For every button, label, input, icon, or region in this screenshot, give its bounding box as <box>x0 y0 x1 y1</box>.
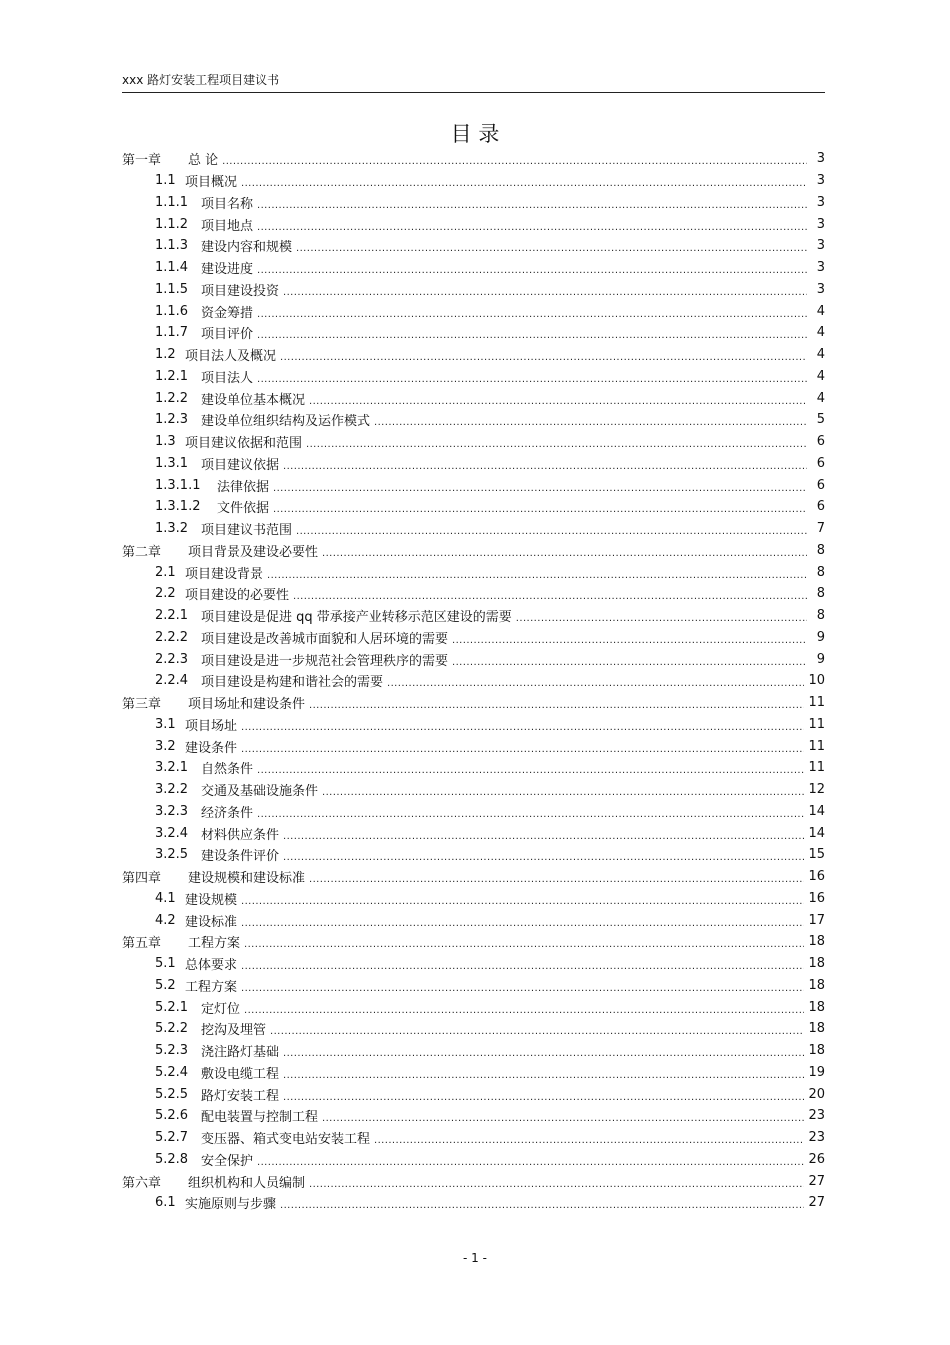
toc-entry-label: 变压器、箱式变电站安装工程 <box>201 1132 371 1148</box>
toc-entry[interactable] <box>122 213 825 235</box>
toc-leader-dots <box>241 914 804 927</box>
toc-entry-page: 19 <box>808 1064 825 1080</box>
toc-entry-page: 16 <box>808 890 825 906</box>
toc-entry-number: 1.2 <box>155 347 176 363</box>
toc-entry-page: 27 <box>808 1173 825 1189</box>
toc-entry-label: 安全保护 <box>201 1153 254 1169</box>
toc-entry-number: 5.1 <box>155 956 176 972</box>
toc-entry-page: 8 <box>816 586 825 602</box>
toc-entry-label: 项目法人 <box>201 370 254 386</box>
toc-entry-label: 工程方案 <box>188 936 241 952</box>
toc-entry-number: 第四章 <box>122 871 162 887</box>
toc-leader-dots <box>280 348 807 361</box>
toc-entry-number: 3.2.1 <box>155 760 189 776</box>
toc-leader-dots <box>283 1066 804 1079</box>
toc-entry-number: 3.2.5 <box>155 847 189 863</box>
toc-entry[interactable] <box>122 844 825 866</box>
toc-entry-page: 4 <box>816 347 825 363</box>
toc-entry[interactable] <box>122 170 825 192</box>
toc-entry[interactable] <box>122 909 825 931</box>
toc-entry-page: 6 <box>816 499 825 515</box>
toc-entry-page: 18 <box>808 934 825 950</box>
toc-entry-label: 项目建设背景 <box>185 566 264 582</box>
toc-entry-page: 9 <box>816 629 825 645</box>
toc-entry[interactable] <box>122 670 825 692</box>
toc-entry-number: 1.2.2 <box>155 390 189 406</box>
toc-entry-label: 项目建设是构建和谐社会的需要 <box>201 675 384 691</box>
toc-entry-label: 项目建议书范围 <box>201 523 293 539</box>
toc-entry-page: 20 <box>808 1086 825 1102</box>
toc-entry[interactable] <box>122 257 825 279</box>
toc-leader-dots <box>257 305 807 318</box>
toc-leader-dots <box>309 870 804 883</box>
toc-entry-number: 2.2 <box>155 586 176 602</box>
toc-leader-dots <box>374 1131 804 1144</box>
toc-entry-number: 1.3.2 <box>155 521 189 537</box>
toc-entry-page: 14 <box>808 803 825 819</box>
toc-entry[interactable] <box>122 561 825 583</box>
toc-entry-page: 5 <box>816 412 825 428</box>
toc-entry-number: 5.2.5 <box>155 1086 189 1102</box>
toc-entry-label: 项目法人及概况 <box>185 349 277 365</box>
toc-entry-number: 5.2.1 <box>155 999 189 1015</box>
toc-entry-number: 1.1.4 <box>155 260 189 276</box>
toc-leader-dots <box>280 1196 804 1209</box>
toc-entry-label: 建设规模 <box>185 892 238 908</box>
toc-leader-dots <box>283 283 807 296</box>
toc-leader-dots <box>387 674 804 687</box>
toc-entry-number: 5.2 <box>155 977 176 993</box>
toc-entry-number: 1.1.3 <box>155 238 189 254</box>
toc-entry-page: 3 <box>816 194 825 210</box>
toc-entry[interactable] <box>122 1192 825 1214</box>
toc-entry[interactable] <box>122 1127 825 1149</box>
toc-entry-page: 10 <box>808 673 825 689</box>
toc-leader-dots <box>309 1175 804 1188</box>
toc-entry-label: 项目地点 <box>201 218 254 234</box>
toc-entry-label: 建设标准 <box>185 914 238 930</box>
toc-entry[interactable] <box>122 648 825 670</box>
toc-entry-page: 6 <box>816 434 825 450</box>
toc-entry-label: 自然条件 <box>201 762 254 778</box>
toc-entry-page: 6 <box>816 455 825 471</box>
toc-entry-number: 1.1.5 <box>155 281 189 297</box>
toc-entry-label: 项目建议依据 <box>201 457 280 473</box>
toc-entry[interactable] <box>122 453 825 475</box>
toc-leader-dots <box>257 261 807 274</box>
toc-entry-number: 1.3.1.1 <box>155 477 201 493</box>
toc-entry[interactable] <box>122 605 825 627</box>
toc-leader-dots <box>374 413 807 426</box>
toc-entry[interactable] <box>122 714 825 736</box>
toc-entry-label: 经济条件 <box>201 805 254 821</box>
toc-entry-page: 11 <box>808 716 825 732</box>
toc-leader-dots <box>283 1044 804 1057</box>
toc-leader-dots <box>322 544 807 557</box>
toc-entry-page: 18 <box>808 956 825 972</box>
toc-entry[interactable] <box>122 1149 825 1171</box>
toc-entry-page: 4 <box>816 390 825 406</box>
toc-entry-label: 配电装置与控制工程 <box>201 1110 319 1126</box>
toc-entry-page: 17 <box>808 912 825 928</box>
toc-leader-dots <box>516 609 807 622</box>
toc-leader-dots <box>257 1153 804 1166</box>
toc-entry[interactable] <box>122 1170 825 1192</box>
toc-entry[interactable] <box>122 366 825 388</box>
toc-entry-page: 18 <box>808 999 825 1015</box>
toc-leader-dots <box>241 979 804 992</box>
toc-entry-number: 5.2.8 <box>155 1151 189 1167</box>
toc-entry-label: 浇注路灯基础 <box>201 1045 280 1061</box>
toc-leader-dots <box>293 587 807 600</box>
toc-entry-number: 1.3.1.2 <box>155 499 201 515</box>
toc-entry[interactable] <box>122 496 825 518</box>
toc-entry-label: 建设进度 <box>201 262 254 278</box>
toc-entry-page: 4 <box>816 325 825 341</box>
toc-entry[interactable] <box>122 300 825 322</box>
toc-entry[interactable] <box>122 583 825 605</box>
toc-entry[interactable] <box>122 540 825 562</box>
toc-leader-dots <box>267 566 807 579</box>
toc-entry-page: 4 <box>816 303 825 319</box>
toc-entry-number: 2.2.2 <box>155 629 189 645</box>
toc-leader-dots <box>244 935 804 948</box>
toc-leader-dots <box>241 174 807 187</box>
toc-leader-dots <box>257 196 807 209</box>
toc-leader-dots <box>257 218 807 231</box>
toc-entry[interactable] <box>122 801 825 823</box>
toc-leader-dots <box>322 1109 804 1122</box>
toc-entry-page: 7 <box>816 521 825 537</box>
toc-entry-page: 15 <box>808 847 825 863</box>
toc-entry-label: 文件依据 <box>217 501 270 517</box>
toc-entry-number: 第六章 <box>122 1175 162 1191</box>
toc-entry[interactable] <box>122 235 825 257</box>
toc-leader-dots <box>241 740 804 753</box>
toc-entry-number: 5.2.3 <box>155 1043 189 1059</box>
toc-entry[interactable] <box>122 779 825 801</box>
toc-entry-label: 项目背景及建设必要性 <box>188 544 319 560</box>
toc-entry[interactable] <box>122 757 825 779</box>
toc-entry-label: 项目概况 <box>185 175 238 191</box>
toc-entry[interactable] <box>122 735 825 757</box>
toc-entry[interactable] <box>122 431 825 453</box>
toc-entry-number: 3.2.2 <box>155 782 189 798</box>
toc-entry-label: 建设内容和规模 <box>201 240 293 256</box>
toc-entry-page: 9 <box>816 651 825 667</box>
toc-entry-page: 14 <box>808 825 825 841</box>
toc-entry-page: 27 <box>808 1195 825 1211</box>
toc-leader-dots <box>244 1001 804 1014</box>
toc-entry[interactable] <box>122 953 825 975</box>
toc-leader-dots <box>241 718 804 731</box>
toc-entry-number: 1.3.1 <box>155 455 189 471</box>
toc-entry-label: 建设单位组织结构及运作模式 <box>201 414 371 430</box>
toc-entry-page: 8 <box>816 542 825 558</box>
toc-entry-page: 6 <box>816 477 825 493</box>
toc-entry-number: 5.2.6 <box>155 1108 189 1124</box>
toc-entry-page: 11 <box>808 695 825 711</box>
toc-entry[interactable] <box>122 627 825 649</box>
page-number: - 1 - <box>463 1251 487 1265</box>
toc-entry-label: 总体要求 <box>185 958 238 974</box>
toc-leader-dots <box>257 370 807 383</box>
toc-entry-page: 3 <box>816 260 825 276</box>
toc-entry[interactable] <box>122 975 825 997</box>
toc-entry-page: 18 <box>808 1021 825 1037</box>
toc-leader-dots <box>322 783 804 796</box>
toc-entry[interactable] <box>122 409 825 431</box>
toc-entry-number: 3.1 <box>155 716 176 732</box>
toc-entry-label: 敷设电缆工程 <box>201 1066 280 1082</box>
toc-leader-dots <box>309 392 807 405</box>
toc-entry-label: 建设规模和建设标准 <box>188 871 306 887</box>
toc-entry-number: 1.2.1 <box>155 368 189 384</box>
toc-entry-label: 建设条件 <box>185 740 238 756</box>
toc-entry-label: 交通及基础设施条件 <box>201 784 319 800</box>
toc-leader-dots <box>241 892 804 905</box>
toc-entry-page: 11 <box>808 738 825 754</box>
toc-leader-dots <box>296 239 807 252</box>
toc-entry-number: 1.3 <box>155 434 176 450</box>
toc-entry[interactable] <box>122 322 825 344</box>
toc-entry-page: 23 <box>808 1108 825 1124</box>
toc-entry-number: 2.1 <box>155 564 176 580</box>
toc-leader-dots <box>283 848 804 861</box>
toc-entry-number: 3.2.3 <box>155 803 189 819</box>
toc-entry-label: 项目建设的必要性 <box>185 588 290 604</box>
toc-entry[interactable] <box>122 1062 825 1084</box>
toc-entry-number: 4.1 <box>155 890 176 906</box>
toc-entry[interactable] <box>122 996 825 1018</box>
toc-entry-page: 3 <box>816 238 825 254</box>
toc-leader-dots <box>257 326 807 339</box>
toc-entry-label: 实施原则与步骤 <box>185 1197 277 1213</box>
toc-entry[interactable] <box>122 148 825 170</box>
toc-entry[interactable] <box>122 518 825 540</box>
toc-entry-page: 18 <box>808 977 825 993</box>
toc-leader-dots <box>306 435 807 448</box>
toc-entry-label: 项目场址 <box>185 718 238 734</box>
toc-leader-dots <box>241 957 804 970</box>
toc-entry-label: 项目名称 <box>201 196 254 212</box>
toc-entry-label: 挖沟及埋管 <box>201 1023 267 1039</box>
toc-entry-number: 第五章 <box>122 936 162 952</box>
toc-entry-number: 2.2.4 <box>155 673 189 689</box>
toc-entry-label: 建设单位基本概况 <box>201 392 306 408</box>
toc-entry-label: 项目场址和建设条件 <box>188 697 306 713</box>
toc-entry-page: 3 <box>816 281 825 297</box>
toc-entry-number: 3.2 <box>155 738 176 754</box>
toc-entry-label: 建设条件评价 <box>201 849 280 865</box>
toc-entry[interactable] <box>122 692 825 714</box>
page-header <box>122 70 825 93</box>
toc-entry-number: 1.1.7 <box>155 325 189 341</box>
toc-entry[interactable] <box>122 931 825 953</box>
toc-entry-page: 16 <box>808 869 825 885</box>
toc-leader-dots <box>270 1022 804 1035</box>
toc-entry-label: 工程方案 <box>185 979 238 995</box>
toc-entry[interactable] <box>122 344 825 366</box>
toc-entry-label: 项目评价 <box>201 327 254 343</box>
toc-leader-dots <box>452 631 807 644</box>
toc-entry-page: 8 <box>816 564 825 580</box>
toc-entry-label: 定灯位 <box>201 1001 241 1017</box>
toc-entry-page: 3 <box>816 216 825 232</box>
toc-leader-dots <box>309 696 804 709</box>
toc-leader-dots <box>283 1088 804 1101</box>
toc-entry-label: 材料供应条件 <box>201 827 280 843</box>
toc-entry[interactable] <box>122 192 825 214</box>
toc-entry[interactable] <box>122 387 825 409</box>
toc-entry[interactable] <box>122 866 825 888</box>
toc-leader-dots <box>257 805 804 818</box>
toc-entry[interactable] <box>122 474 825 496</box>
toc-entry[interactable] <box>122 1105 825 1127</box>
toc-entry-number: 2.2.3 <box>155 651 189 667</box>
toc-entry[interactable] <box>122 822 825 844</box>
toc-entry-label: 项目建议依据和范围 <box>185 436 303 452</box>
toc-entry-label: 组织机构和人员编制 <box>188 1175 306 1191</box>
toc-leader-dots <box>222 152 807 165</box>
toc-entry-number: 1.1.6 <box>155 303 189 319</box>
toc-entry-number: 6.1 <box>155 1195 176 1211</box>
toc-entry-number: 5.2.7 <box>155 1130 189 1146</box>
toc-entry-number: 第三章 <box>122 697 162 713</box>
toc-leader-dots <box>273 479 807 492</box>
toc-entry-number: 第二章 <box>122 544 162 560</box>
header-title: xxx 路灯安装工程项目建议书 <box>122 73 280 87</box>
toc-entry[interactable] <box>122 1083 825 1105</box>
toc-entry-label: 法律依据 <box>217 479 270 495</box>
toc-entry-number: 1.2.3 <box>155 412 189 428</box>
toc-entry[interactable] <box>122 279 825 301</box>
toc-entry[interactable] <box>122 888 825 910</box>
toc-leader-dots <box>296 522 807 535</box>
toc-entry-page: 23 <box>808 1130 825 1146</box>
toc-entry-label: 项目建设是促进 qq 带承接产业转移示范区建设的需要 <box>201 610 512 626</box>
toc-entry[interactable] <box>122 1018 825 1040</box>
toc-entry-number: 1.1.1 <box>155 194 189 210</box>
toc-entry-number: 第一章 <box>122 153 162 169</box>
table-of-contents <box>122 148 825 1214</box>
toc-entry-page: 4 <box>816 368 825 384</box>
toc-entry-label: 资金筹措 <box>201 305 254 321</box>
toc-entry-number: 5.2.2 <box>155 1021 189 1037</box>
toc-leader-dots <box>273 500 807 513</box>
toc-entry-number: 2.2.1 <box>155 608 189 624</box>
toc-leader-dots <box>257 761 804 774</box>
toc-entry-page: 8 <box>816 608 825 624</box>
toc-entry[interactable] <box>122 1040 825 1062</box>
toc-entry-page: 3 <box>816 173 825 189</box>
toc-entry-page: 12 <box>808 782 825 798</box>
toc-entry-label: 项目建设是进一步规范社会管理秩序的需要 <box>201 653 449 669</box>
toc-title: 目 录 <box>450 122 500 146</box>
toc-entry-page: 26 <box>808 1151 825 1167</box>
toc-entry-number: 1.1.2 <box>155 216 189 232</box>
toc-entry-number: 3.2.4 <box>155 825 189 841</box>
toc-entry-number: 5.2.4 <box>155 1064 189 1080</box>
toc-entry-label: 项目建设是改善城市面貌和人居环境的需要 <box>201 631 449 647</box>
toc-entry-number: 1.1 <box>155 173 176 189</box>
toc-entry-label: 总 论 <box>188 153 219 169</box>
toc-entry-page: 11 <box>808 760 825 776</box>
toc-entry-page: 3 <box>816 151 825 167</box>
toc-entry-label: 路灯安装工程 <box>201 1088 280 1104</box>
toc-entry-number: 4.2 <box>155 912 176 928</box>
toc-entry-label: 项目建设投资 <box>201 283 280 299</box>
toc-leader-dots <box>452 653 807 666</box>
toc-leader-dots <box>283 827 804 840</box>
toc-leader-dots <box>283 457 807 470</box>
toc-entry-page: 18 <box>808 1043 825 1059</box>
